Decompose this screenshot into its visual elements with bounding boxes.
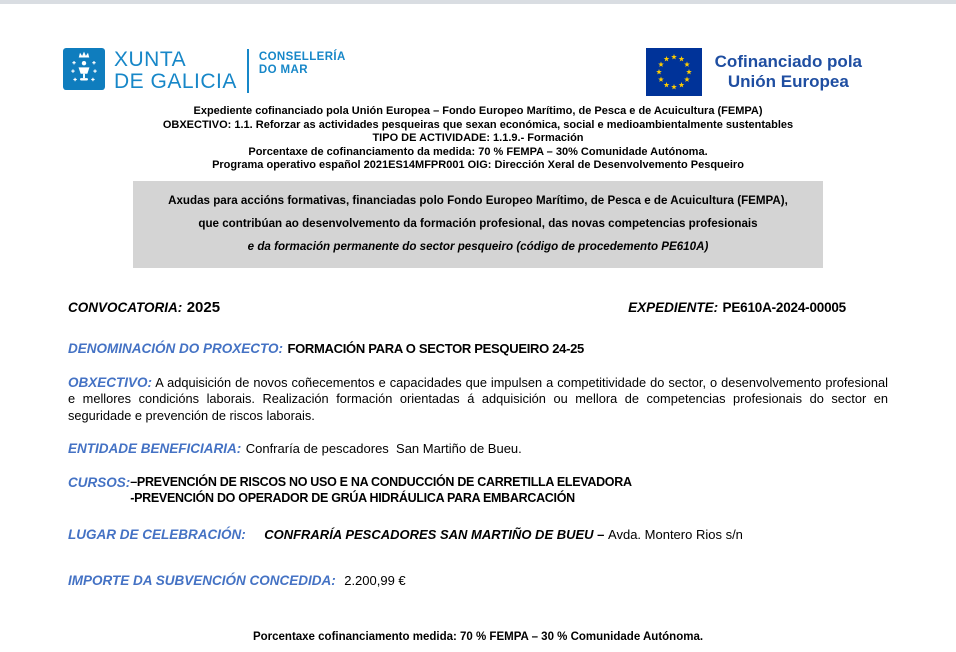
cursos-field [68, 475, 888, 506]
obxectivo-field [68, 375, 888, 425]
intro-line-4: Porcentaxe de cofinanciamento da medida: 70 % FEMPA – 30% Comunidade Autónoma. [248, 145, 708, 158]
eu-cofinancing-badge [646, 48, 862, 96]
highlight-line-2: que contribúan ao desenvolvemento da formación profesional, das novas competencias profesionais [198, 216, 758, 230]
importe-value: 2.200,99 € [344, 573, 406, 588]
denominacion-label: DENOMINACIÓN DO PROXECTO: [68, 340, 284, 356]
axudas-highlight-box [133, 181, 823, 268]
expediente-field [628, 299, 846, 317]
highlight-line-1: Axudas para accións formativas, financiadas polo Fondo Europeo Marítimo, de Pesca e de Acuicultura (FEMPA), [168, 193, 788, 207]
intro-line-3: TIPO DE ACTIVIDADE: 1.1.9.- Formación [372, 132, 584, 144]
cursos-label: CURSOS: [68, 475, 131, 490]
lugar-label: LUGAR DE CELEBRACIÓN: [68, 527, 246, 542]
convocatoria-expediente-row [68, 299, 888, 317]
xunta-de-galicia-logo [63, 48, 346, 93]
eu-flag-icon [646, 48, 702, 96]
intro-line-2: OBXECTIVO: 1.1. Reforzar as actividades pesqueiras que sexan económica, social e medioambientalmente sustentables [162, 118, 794, 131]
curso-item-2: -PREVENCIÓN DO OPERADOR DE GRÚA HIDRÁULICA PARA EMBARCACIÓN [130, 490, 575, 505]
window-top-edge [0, 0, 956, 4]
denominacion-field [68, 340, 888, 358]
importe-field [68, 572, 888, 590]
eu-badge-label: Cofinanciado pola Unión Europea [714, 52, 862, 91]
highlight-line-3: e da formación permanente do sector pesqueiro (código de procedemento PE610A) [247, 239, 709, 253]
lugar-dash: – [593, 527, 609, 542]
lugar-value-venue: CONFRARÍA PESCADORES SAN MARTIÑO DE BUEU [264, 527, 594, 542]
xunta-crest-icon [63, 48, 105, 90]
intro-line-5: Programa operativo español 2021ES14MFPR001 OIG: Dirección Xeral de Desenvolvemento Pesqueiro [212, 159, 744, 171]
expediente-value: PE610A-2024-00005 [722, 299, 846, 315]
denominacion-value: FORMACIÓN PARA O SECTOR PESQUEIRO 24-25 [287, 340, 584, 356]
logo-divider [247, 49, 249, 93]
curso-item-1: –PREVENCIÓN DE RISCOS NO USO E NA CONDUCCIÓN DE CARRETILLA ELEVADORA [130, 475, 632, 489]
lugar-field [68, 526, 888, 544]
xunta-brand-text: XUNTA DE GALICIA [114, 48, 237, 93]
entidade-field [68, 440, 888, 458]
document-header [63, 48, 862, 96]
entidade-value: Confraría de pescadores San Martiño de Bueu. [245, 441, 522, 456]
importe-label: IMPORTE DA SUBVENCIÓN CONCEDIDA: [68, 573, 336, 588]
obxectivo-value: A adquisición de novos coñecementos e capacidades que impulsen a competitividade do sector, o desenvolvemento profesional e mellores condicións laborais. Realización formación orientadas á adquisición ou mellora de competencias profesionais do sector en seguridade e prevención de riscos laborais. [68, 374, 888, 423]
convocatoria-label: CONVOCATORIA: [68, 299, 183, 315]
expediente-intro-block [0, 105, 956, 173]
convocatoria-field [68, 299, 220, 317]
entidade-label: ENTIDADE BENEFICIARIA: [68, 441, 242, 456]
expediente-label: EXPEDIENTE: [628, 299, 719, 315]
cursos-list [130, 475, 631, 506]
footer-cofinancing-note: Porcentaxe cofinanciamento medida: 70 % FEMPA – 30 % Comunidade Autónoma. [252, 631, 704, 643]
obxectivo-label: OBXECTIVO: [68, 374, 153, 390]
conselleria-do-mar-text: CONSELLERÍA DO MAR [258, 51, 346, 76]
convocatoria-value: 2025 [186, 298, 221, 316]
intro-line-1: Expediente cofinanciado pola Unión Europea – Fondo Europeo Marítimo, de Pesca e de Acuicultura (FEMPA) [193, 105, 763, 117]
lugar-value-address: Avda. Montero Rios s/n [608, 527, 743, 542]
